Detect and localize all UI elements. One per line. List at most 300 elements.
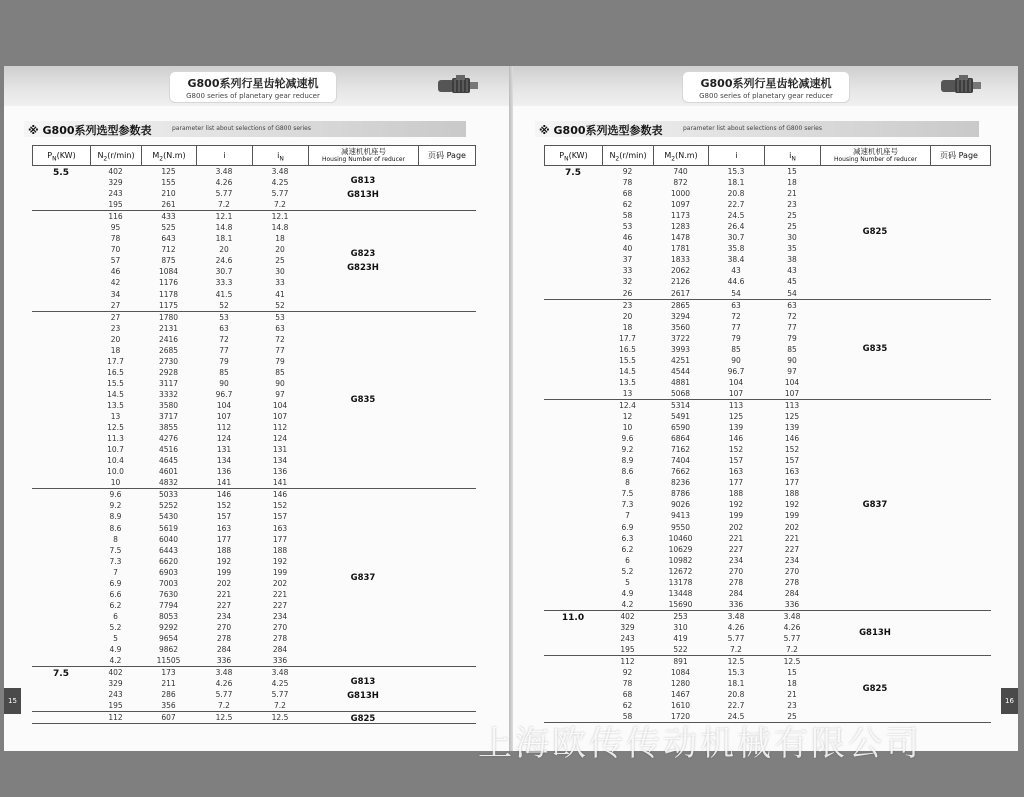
col-speed-cell: 6.2 xyxy=(109,600,122,610)
power-cell xyxy=(544,533,602,544)
table-row xyxy=(544,533,991,544)
table-row xyxy=(544,311,991,322)
col-torque-cell: 4516 xyxy=(158,445,179,455)
col-speed-cell: 23 xyxy=(110,323,121,333)
power-cell xyxy=(32,255,90,266)
col-ratio-cell: 5.77 xyxy=(727,633,745,643)
table-group xyxy=(544,611,991,656)
table-row xyxy=(544,611,991,622)
col-ratio-cell: 221 xyxy=(216,589,232,599)
power-cell xyxy=(32,600,90,611)
col-speed-cell: 8.6 xyxy=(109,523,122,533)
power-cell xyxy=(544,599,602,610)
col-torque-cell: 3580 xyxy=(158,400,179,410)
power-cell xyxy=(544,311,602,322)
power-cell xyxy=(544,276,602,287)
table-row xyxy=(544,510,991,521)
col-speed-cell: 6.3 xyxy=(621,533,634,543)
power-cell xyxy=(544,422,602,433)
col-torque-cell: 8053 xyxy=(158,611,179,621)
table-row xyxy=(544,254,991,265)
table-group xyxy=(544,656,991,723)
col-ratio-cell: 284 xyxy=(728,588,744,598)
power-cell xyxy=(32,589,90,600)
col-speed-cell: 13 xyxy=(622,388,633,398)
col-ratio-cell: 112 xyxy=(216,423,232,433)
power-cell xyxy=(544,477,602,488)
col-ratio-cell: 96.7 xyxy=(727,366,745,376)
col-ratio-cell: 4.26 xyxy=(727,622,745,632)
col-nominal-ratio-cell: 125 xyxy=(784,412,800,422)
col-nominal-ratio-cell: 25 xyxy=(787,712,797,722)
power-cell xyxy=(32,622,90,633)
power-cell xyxy=(32,678,90,689)
table-row xyxy=(32,233,476,244)
col-speed-cell: 7.5 xyxy=(109,545,122,555)
power-cell xyxy=(32,312,90,323)
col-speed-cell: 20 xyxy=(622,311,633,321)
power-cell xyxy=(544,288,602,299)
col-ratio-cell: 336 xyxy=(728,599,744,609)
col-torque-cell: 7662 xyxy=(670,467,691,477)
col-nominal-ratio-cell: 54 xyxy=(787,288,797,298)
col-torque-cell: 1175 xyxy=(158,300,179,310)
col-nominal-ratio-cell: 14.8 xyxy=(271,223,289,233)
housing-number xyxy=(820,225,930,239)
header-col-nominal-ratio: $i_N$ xyxy=(765,146,821,165)
power-cell xyxy=(544,689,602,700)
table-row xyxy=(544,300,991,311)
col-nominal-ratio-cell: 90 xyxy=(787,355,797,365)
table-row xyxy=(32,556,476,567)
col-ratio-cell: 152 xyxy=(728,445,744,455)
table-row xyxy=(32,334,476,345)
table-row xyxy=(32,289,476,300)
col-speed-cell: 8 xyxy=(113,534,118,544)
col-speed-cell: 10.7 xyxy=(107,445,124,455)
housing-number xyxy=(308,675,418,703)
col-ratio-cell: 227 xyxy=(216,600,232,610)
col-speed-cell: 7 xyxy=(625,511,630,521)
power-cell xyxy=(32,211,90,222)
col-ratio-cell: 278 xyxy=(216,633,232,643)
table-row xyxy=(32,356,476,367)
table-row xyxy=(32,422,476,433)
col-ratio-cell: 131 xyxy=(216,445,232,455)
col-nominal-ratio-cell: 146 xyxy=(272,490,288,500)
col-torque-cell: 419 xyxy=(673,633,688,643)
table-row xyxy=(544,588,991,599)
table-row xyxy=(544,544,991,555)
col-torque-cell: 10982 xyxy=(668,555,693,565)
col-ratio-cell: 104 xyxy=(728,377,744,387)
col-nominal-ratio-cell: 3.48 xyxy=(783,611,801,621)
col-nominal-ratio-cell: 30 xyxy=(787,233,797,243)
col-nominal-ratio-cell: 72 xyxy=(787,311,797,321)
col-torque-cell: 5033 xyxy=(158,490,179,500)
col-torque-cell: 4645 xyxy=(158,456,179,466)
power-cell xyxy=(544,510,602,521)
table-row xyxy=(544,656,991,667)
table-row xyxy=(32,511,476,522)
col-speed-cell: 13.5 xyxy=(619,377,636,387)
col-speed-cell: 9.2 xyxy=(621,445,634,455)
col-torque-cell: 6590 xyxy=(670,423,691,433)
col-torque-cell: 4832 xyxy=(158,478,179,488)
power-cell xyxy=(32,466,90,477)
col-nominal-ratio-cell: 270 xyxy=(272,622,288,632)
col-speed-cell: 78 xyxy=(622,178,633,188)
col-speed-cell: 10.0 xyxy=(107,467,124,477)
col-speed-cell: 11.3 xyxy=(107,434,124,444)
header-col-speed: $N_2(r/\min)$ xyxy=(91,146,142,165)
power-cell xyxy=(32,289,90,300)
col-speed-cell: 112 xyxy=(620,657,635,667)
col-ratio-cell: 104 xyxy=(216,400,232,410)
power-cell xyxy=(544,577,602,588)
power-cell xyxy=(544,566,602,577)
col-speed-cell: 33 xyxy=(622,266,633,276)
table-row xyxy=(544,322,991,333)
col-speed-cell: 9.2 xyxy=(109,501,122,511)
table-row xyxy=(32,378,476,389)
col-nominal-ratio-cell: 38 xyxy=(787,255,797,265)
power-cell xyxy=(32,500,90,511)
col-nominal-ratio-cell: 270 xyxy=(784,566,800,576)
col-torque-cell: 173 xyxy=(161,668,176,678)
col-speed-cell: 4.2 xyxy=(109,656,122,666)
power-cell xyxy=(32,489,90,500)
col-nominal-ratio-cell: 199 xyxy=(784,511,800,521)
col-torque-cell: 1084 xyxy=(670,668,691,678)
power-cell xyxy=(544,210,602,221)
table-row xyxy=(32,589,476,600)
col-torque-cell: 10460 xyxy=(668,533,693,543)
power-cell xyxy=(32,422,90,433)
table-row xyxy=(544,243,991,254)
power-cell xyxy=(544,700,602,711)
col-speed-cell: 195 xyxy=(620,645,635,655)
col-ratio-cell: 7.2 xyxy=(218,200,230,210)
table-row xyxy=(544,210,991,221)
housing-number xyxy=(820,682,930,696)
col-torque-cell: 2928 xyxy=(158,367,179,377)
col-ratio-cell: 54 xyxy=(731,288,741,298)
power-cell xyxy=(32,477,90,488)
table-row xyxy=(544,388,991,399)
table-row xyxy=(544,667,991,678)
col-nominal-ratio-cell: 152 xyxy=(784,445,800,455)
col-ratio-cell: 20.8 xyxy=(727,189,745,199)
table-group xyxy=(32,712,476,724)
header-col-power: $P_N(KW)$ xyxy=(33,146,91,165)
power-cell xyxy=(544,488,602,499)
col-ratio-cell: 22.7 xyxy=(727,200,745,210)
housing-label: G813H xyxy=(859,627,891,638)
power-cell xyxy=(32,378,90,389)
col-speed-cell: 243 xyxy=(620,633,635,643)
table-row xyxy=(32,345,476,356)
col-ratio-cell: 72 xyxy=(731,311,741,321)
col-torque-cell: 4276 xyxy=(158,434,179,444)
col-ratio-cell: 77 xyxy=(219,345,229,355)
table-group xyxy=(32,667,476,712)
col-nominal-ratio-cell: 77 xyxy=(275,345,285,355)
power-cell xyxy=(32,188,90,199)
col-torque-cell: 712 xyxy=(161,245,176,255)
col-nominal-ratio-cell: 221 xyxy=(272,589,288,599)
power-value: 5.5 xyxy=(53,168,69,178)
col-speed-cell: 10 xyxy=(110,478,121,488)
col-nominal-ratio-cell: 97 xyxy=(787,366,797,376)
col-ratio-cell: 79 xyxy=(731,333,741,343)
col-ratio-cell: 72 xyxy=(219,334,229,344)
col-torque-cell: 5314 xyxy=(670,400,691,410)
table-row xyxy=(544,166,991,177)
table-row xyxy=(544,566,991,577)
power-cell xyxy=(32,277,90,288)
col-speed-cell: 6.6 xyxy=(109,589,122,599)
col-torque-cell: 1478 xyxy=(670,233,691,243)
table-row xyxy=(32,455,476,466)
housing-number xyxy=(308,247,418,275)
col-ratio-cell: 234 xyxy=(728,555,744,565)
col-ratio-cell: 79 xyxy=(219,356,229,366)
col-ratio-cell: 202 xyxy=(216,578,232,588)
col-torque-cell: 1720 xyxy=(670,712,691,722)
col-speed-cell: 9.6 xyxy=(621,434,634,444)
col-nominal-ratio-cell: 284 xyxy=(272,645,288,655)
power-cell xyxy=(32,700,90,711)
col-nominal-ratio-cell: 15 xyxy=(787,167,797,176)
col-speed-cell: 58 xyxy=(622,712,633,722)
col-speed-cell: 5 xyxy=(625,577,630,587)
col-nominal-ratio-cell: 113 xyxy=(784,400,800,410)
section-title-cn: ※ G800系列选型参数表 xyxy=(28,124,152,137)
power-cell xyxy=(32,644,90,655)
col-torque-cell: 740 xyxy=(673,167,688,176)
col-speed-cell: 12.4 xyxy=(619,400,636,410)
col-nominal-ratio-cell: 30 xyxy=(275,267,285,277)
col-ratio-cell: 3.48 xyxy=(727,611,745,621)
col-torque-cell: 10629 xyxy=(668,544,693,554)
col-nominal-ratio-cell: 25 xyxy=(275,256,285,266)
col-nominal-ratio-cell: 152 xyxy=(272,501,288,511)
col-nominal-ratio-cell: 202 xyxy=(784,522,800,532)
col-nominal-ratio-cell: 4.25 xyxy=(271,178,289,188)
col-torque-cell: 125 xyxy=(161,167,176,176)
series-title-cn: G800系列行星齿轮减速机 xyxy=(187,77,319,90)
col-nominal-ratio-cell: 21 xyxy=(787,189,797,199)
col-nominal-ratio-cell: 85 xyxy=(275,367,285,377)
col-torque-cell: 8236 xyxy=(670,478,691,488)
housing-number xyxy=(820,626,930,640)
col-torque-cell: 4881 xyxy=(670,377,691,387)
table-row xyxy=(32,367,476,378)
housing-label: G825 xyxy=(862,684,888,695)
power-cell xyxy=(544,644,602,655)
table-row xyxy=(32,523,476,534)
table-row xyxy=(544,400,991,411)
col-ratio-cell: 15.3 xyxy=(727,167,745,176)
power-cell xyxy=(32,712,90,723)
col-torque-cell: 2126 xyxy=(670,277,691,287)
col-nominal-ratio-cell: 202 xyxy=(272,578,288,588)
col-torque-cell: 6443 xyxy=(158,545,179,555)
col-speed-cell: 5 xyxy=(113,633,118,643)
col-ratio-cell: 63 xyxy=(219,323,229,333)
power-cell xyxy=(544,355,602,366)
header-col-page: 页码 Page xyxy=(940,151,978,160)
table-row xyxy=(32,545,476,556)
col-nominal-ratio-cell: 7.2 xyxy=(274,701,286,711)
col-ratio-cell: 18.1 xyxy=(727,178,745,188)
col-nominal-ratio-cell: 192 xyxy=(784,500,800,510)
power-cell xyxy=(32,389,90,400)
col-speed-cell: 42 xyxy=(110,278,121,288)
col-torque-cell: 6903 xyxy=(158,567,179,577)
col-ratio-cell: 63 xyxy=(731,300,741,310)
col-speed-cell: 6 xyxy=(625,555,630,565)
table-row xyxy=(32,534,476,545)
col-ratio-cell: 5.77 xyxy=(215,690,233,700)
power-cell xyxy=(544,377,602,388)
col-nominal-ratio-cell: 18 xyxy=(787,679,797,689)
series-title-box xyxy=(683,72,849,102)
power-cell xyxy=(544,678,602,689)
table-row xyxy=(544,466,991,477)
col-torque-cell: 1178 xyxy=(158,289,179,299)
col-ratio-cell: 188 xyxy=(728,489,744,499)
power-cell xyxy=(544,243,602,254)
col-torque-cell: 9292 xyxy=(158,622,179,632)
col-nominal-ratio-cell: 3.48 xyxy=(271,167,289,176)
col-nominal-ratio-cell: 112 xyxy=(272,423,288,433)
table-row xyxy=(32,644,476,655)
col-torque-cell: 7404 xyxy=(670,456,691,466)
left-page xyxy=(4,66,509,751)
table-row xyxy=(32,466,476,477)
col-nominal-ratio-cell: 97 xyxy=(275,389,285,399)
col-nominal-ratio-cell: 90 xyxy=(275,378,285,388)
col-nominal-ratio-cell: 124 xyxy=(272,434,288,444)
power-cell xyxy=(544,433,602,444)
col-nominal-ratio-cell: 227 xyxy=(784,544,800,554)
col-nominal-ratio-cell: 21 xyxy=(787,690,797,700)
col-nominal-ratio-cell: 234 xyxy=(784,555,800,565)
power-cell xyxy=(32,633,90,644)
table-row xyxy=(32,300,476,311)
col-ratio-cell: 18.1 xyxy=(215,234,233,244)
col-torque-cell: 9026 xyxy=(670,500,691,510)
col-torque-cell: 211 xyxy=(161,679,176,689)
col-torque-cell: 891 xyxy=(673,657,688,667)
col-nominal-ratio-cell: 18 xyxy=(275,234,285,244)
power-cell xyxy=(32,233,90,244)
table-row xyxy=(32,633,476,644)
table-row xyxy=(32,444,476,455)
col-ratio-cell: 12.1 xyxy=(215,212,233,222)
header-housing-en: Housing Number of reducer xyxy=(833,156,918,163)
col-ratio-cell: 96.7 xyxy=(215,389,233,399)
col-ratio-cell: 7.2 xyxy=(218,701,230,711)
table-group xyxy=(32,312,476,490)
table-group xyxy=(544,400,991,611)
table-row xyxy=(544,455,991,466)
col-nominal-ratio-cell: 227 xyxy=(272,600,288,610)
table-row xyxy=(32,500,476,511)
housing-label: G813H xyxy=(347,691,379,702)
col-speed-cell: 18 xyxy=(622,322,633,332)
col-nominal-ratio-cell: 12.5 xyxy=(783,657,801,667)
housing-number xyxy=(308,712,418,726)
table-header xyxy=(544,145,991,166)
power-cell xyxy=(32,556,90,567)
housing-number xyxy=(308,571,418,585)
col-speed-cell: 329 xyxy=(108,679,123,689)
table-row xyxy=(544,199,991,210)
power-cell xyxy=(544,232,602,243)
col-ratio-cell: 20.8 xyxy=(727,690,745,700)
power-cell xyxy=(544,656,602,667)
series-title-box xyxy=(170,72,336,102)
col-nominal-ratio-cell: 107 xyxy=(784,388,800,398)
power-cell xyxy=(544,466,602,477)
col-nominal-ratio-cell: 77 xyxy=(787,322,797,332)
table-group xyxy=(544,300,991,400)
col-torque-cell: 13178 xyxy=(668,577,693,587)
col-ratio-cell: 192 xyxy=(728,500,744,510)
col-nominal-ratio-cell: 18 xyxy=(787,178,797,188)
col-speed-cell: 6.9 xyxy=(621,522,634,532)
col-nominal-ratio-cell: 134 xyxy=(272,456,288,466)
parameter-table xyxy=(32,166,476,724)
col-torque-cell: 3993 xyxy=(670,344,691,354)
col-nominal-ratio-cell: 85 xyxy=(787,344,797,354)
col-torque-cell: 9413 xyxy=(670,511,691,521)
col-ratio-cell: 141 xyxy=(216,478,232,488)
col-ratio-cell: 146 xyxy=(728,434,744,444)
col-nominal-ratio-cell: 53 xyxy=(275,312,285,322)
col-nominal-ratio-cell: 63 xyxy=(787,300,797,310)
col-speed-cell: 13.5 xyxy=(107,400,124,410)
col-speed-cell: 195 xyxy=(108,200,123,210)
col-speed-cell: 62 xyxy=(622,701,633,711)
col-ratio-cell: 24.5 xyxy=(727,712,745,722)
col-speed-cell: 92 xyxy=(622,167,633,176)
col-speed-cell: 7.3 xyxy=(109,556,122,566)
housing-label: G825 xyxy=(350,714,376,725)
housing-number xyxy=(308,393,418,407)
header-col-torque: $M_2(N.m)$ xyxy=(142,146,197,165)
power-cell xyxy=(32,334,90,345)
power-cell xyxy=(544,588,602,599)
header-col-ratio: i xyxy=(197,146,253,165)
col-torque-cell: 2131 xyxy=(158,323,179,333)
col-ratio-cell: 177 xyxy=(728,478,744,488)
col-nominal-ratio-cell: 7.2 xyxy=(274,200,286,210)
col-speed-cell: 5.2 xyxy=(109,622,122,632)
col-ratio-cell: 192 xyxy=(216,556,232,566)
col-nominal-ratio-cell: 104 xyxy=(272,400,288,410)
col-speed-cell: 8.9 xyxy=(109,512,122,522)
power-cell xyxy=(32,300,90,311)
col-ratio-cell: 284 xyxy=(216,645,232,655)
col-ratio-cell: 221 xyxy=(728,533,744,543)
col-speed-cell: 16.5 xyxy=(107,367,124,377)
col-torque-cell: 1467 xyxy=(670,690,691,700)
col-torque-cell: 253 xyxy=(673,611,688,621)
